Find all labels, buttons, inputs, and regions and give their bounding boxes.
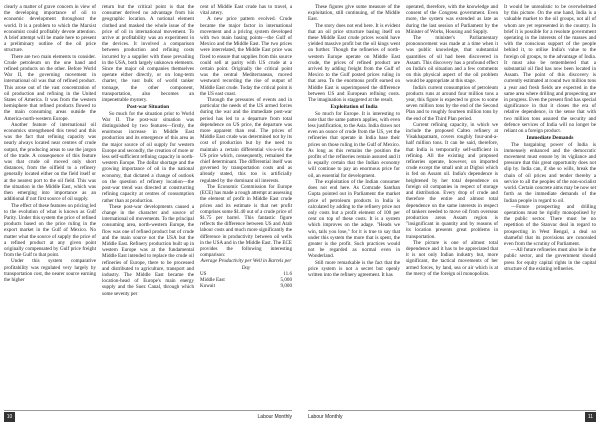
left-page-column-3: [200, 4, 292, 408]
right-page-column-1: [308, 4, 400, 408]
table-cell-value: 9,000: [280, 283, 292, 290]
left-footer-label: Labour Monthly: [257, 414, 292, 420]
body-paragraph: Current refining capacity, in which we include the proposed Caltex refinery at Visakhapatnam, covers roughly four-and-a-half million tons. It can be said, therefore, that India is temporarily self-sufficient in refining. All the existing and proposed refineries operate, however, on imported crude except the small unit at Digboi which is fed on Assam oil. India's dependence is heightened by her total dependence on foreign oil companies in respect of storage and distribution. Every drop of crude and therefore the entire and almost total dependence on the same interests in respect of tankers needed to move oil from overseas production areas Assam region is "insignificant in quantity and by reasons of its location presents great problems in transportation.: [406, 121, 498, 240]
table-row: [200, 283, 292, 289]
body-paragraph: Through the pressures of events and in particular the needs of the US armed forces during the war and the immediate post-war period has led to a departure from total dependence on US price, the departure was more apparent than real. The prices of Middle East crude was determined not by its cost of production but by the need to maintain a certain differential vis-a-vis the US price which, consequently, remained the chief determinant. The differential itself was governed by transportation costs and as already stated, this too is artificially regulated by the dominant oil interests.: [200, 97, 292, 184]
body-paragraph: These post-war developments caused a change in the character and source of international oil movements. To the principal consuming area, north-western Europe, the flow was one of refined product but of crude and the main source not the USA but the Middle East. Refinery production built up in western Europe was at the fundamental Middle East intended to replace the crude oil refineries of Europe, there to be processed and distributed to agriculture, transport and industry. The Middle East became the location-head of Europe's main energy supply and the Suez Canal, through which some seventy per: [102, 203, 194, 297]
body-paragraph: There are two main elements to consider. Crude petroleum on the one hand and refined products on the other. Before World War II, the governing movement in international oil was that of refined product. This arose out of the vast concentration of oil production and refining in the United States of America. It was from the western hemisphere that refined products flowed to the main consuming areas outside the America-north-western Europe.: [4, 53, 96, 122]
body-paragraph: So much for Europe. It is interesting to note that the same pattern applies, with even less justification, to the Asia. India draws not even an ounce of crude from the US, yet the refineries that operate in India base their prices on those ruling in the Gulf of Mexico. As long as this remains the position the profits of the refineries remain assured and it is equally certain that the Indian economy will continue to pay an enormous price for oil, an essential for development.: [308, 110, 400, 179]
section-heading: Post-war Situation: [126, 104, 170, 111]
section-heading: Immediate Demands: [526, 135, 574, 142]
table-cell-region: US: [200, 270, 207, 277]
body-paragraph: India's current consumption of petroleum products runs at around four million tons a year, this figure is expected to grow to some seven million tons by the end of the Second Plan and to roughly fourteen million tons by the end of the Third Plan period.: [406, 84, 498, 122]
body-paragraph: return but the critical point is that the consumer derived no advantage from his geographic location. A notional element clothed and masked the whole issue of the price of oil in international movement. To arrive at profitability was an experiment in the devices. It involved a comparison between production and refining costs incurred by a supplier with those prevailing in the USA, both largely unknown elements. Since the major oil companies themselves operate either directly, or on long-term charter, the vast bulk of world tanker tonnage, the other component, transportation, also becomes an impenetrable mystery.: [102, 4, 194, 104]
section-heading: Exploitation of India: [330, 104, 378, 111]
body-paragraph: The story does not end here. It is evident that an oil price structure basing itself on these Middle East crude prices would have yielded massive profit but the oil kings went on further. Though the refineries of north-western Europe operate on Middle East crude, the prices of refined product are arrived by adding freight from the Gulf of Mexico to the Gulf posted prices ruling in that area. To the enormous profit earned on Middle East is superimposed the difference between US and European refining costs. The imagination is staggered at the result.: [308, 22, 400, 104]
body-paragraph: The exploitation of the Indian consumer does not end here. As Comrade Santhan Gupta pointed out in Parliament the market price of petroleum products in India is calculated by adding to the refinery price not only costs but a profit element of 100 per cent on top of these costs. It is a system which improves on the adage. "Heads we win, tails you lose," for it is true to say that under this system the more that is spent, the greater is the profit. Such practices would not be regarded as normal even in Wonderland.: [308, 178, 400, 260]
right-footer: [585, 412, 596, 422]
body-paragraph: —All future refineries must also be in the public sector, and the government should press for equity capital rights in the capital structure of the existing refineries.: [504, 247, 596, 272]
body-paragraph: clearly a matter of grave concern in view of the developing importance of oil to economic development throughout the world. It is a problem to which the Marxist economist could profitably devote attention. A brief attempt will be made here to present a preliminary outline of the oil price structure.: [4, 4, 96, 54]
right-page-column-3: [504, 4, 596, 408]
left-page-column-1: [4, 4, 96, 408]
body-paragraph: The Economic Commission for Europe (ECE) has made a rough attempt at assessing the element of profit in Middle East crude prices and its estimate is that net profit comprises some $1.40 out of a crude price of $1.75 per barrel. This fantastic figure reflects the difference between US and Arab labour costs and much more significantly the difference in productivity between oil wells in the USA and in the Middle East. The ECE provides the following interesting comparison:: [200, 183, 292, 259]
footer-rule: [308, 410, 596, 411]
body-paragraph: cent of Middle East crude has to travel, a vital artery.: [200, 4, 292, 17]
body-paragraph: The bargaining power of India is immensely enhanced and the democratic movement must ensure by its vigilance and pressure that this great opportunity does not slip by. India can, if she so wills, break the chain of oil prices and tender thereby a service to all the peoples of the non-socialist world. Certain concrete aims may be now set forth as the immediate demands of the Indian people in regard to oil.: [504, 141, 596, 204]
table-caption: Average Productivity per Well in Barrels per Day: [200, 258, 292, 271]
body-paragraph: Still more remarkable is the fact that the price system is not a secret but openly written into the refinery agreement. It has: [308, 259, 400, 278]
body-paragraph: So much for the situation prior to World War II. The post-war situation was distinguished by two features—firstly, the enormous increase in Middle East production and its emergence of this area as the major source of oil supply for western Europe and secondly, the creation of more or less self-sufficient refining capacity in north-western Europe. The dollar shortage and the growing importance of oil in the national economy, that dictated a change of outlook on the question of refinery location—the post-war trend was directed at constructing refining capacity at centres of consumption rather than at production.: [102, 110, 194, 204]
body-paragraph: The minister's Parliamentary pronouncement was made at a time when it was public knowledge, that substantial quantities of oil had been discovered in Assam. This discovery has a profound effect on India's oil situation and a few comments on this physical aspect of the oil problem would be appropriate at this stage.: [406, 35, 498, 85]
table-cell-region: Kuwait: [200, 283, 215, 290]
body-paragraph: It would be unrealistic to be overwhelmed by this picture. On the one hand, India is a valuable market to the oil groups, not all of whom are yet represented in the country. In brief it is possible for a resolute government operating in the interests of the masses and with the conscious support of the people behind it, to utilise India's value to the foreign oil groups, to the advantage of India. It must also be remembered that a substantial oil find has now been located in Assam. The point of this discovery is currently estimated at round two million tons a year and fresh fields are expected in the same area where drilling and prospecting are in progress. Even the present find has special significance in that it closes the era of relative dependence, in the sense that with two million tons assured the security and defence services of India will no longer be reliant on a foreign product.: [504, 4, 596, 135]
page-number: 10: [4, 412, 15, 422]
page-number: 11: [585, 412, 596, 422]
productivity-table: [200, 271, 292, 290]
body-paragraph: Another feature of international oil economics strengthened this trend and this was the fact that refining capacity was nearly always located near centres of crude output, the producing areas to use the jargon of the trade. A consequence of this feature was that crude oil moved only short distances, from the oilfield to a refinery generally located either on the field itself or at the nearest port to the oil field. This was the situation in the Middle East, which was then emerging into importance as an additional if not first source of oil supply.: [4, 121, 96, 203]
right-page: [304, 0, 600, 424]
table-cell-region: Middle East: [200, 276, 225, 283]
body-paragraph: These figures give some measure of the exploitation, still continuing, of the Middle East.: [308, 4, 400, 23]
body-paragraph: —Future prospecting and drilling operations must be rigidly monopolised by the public sector. There must be no repetition of the Stanvac deal in regard to prospecting in West Bengal, a deal so shameful that its provisions are concealed even from the scrutiny of Parliament.: [504, 203, 596, 247]
body-paragraph: A new price pattern evolved. Crude became the major factor in international movement and a pricing system developed with two main basing points—the Gulf of Mexico and the Middle East. The two prices were interrelated, the Middle East price was fixed to ensure that supplies from this source could sell at parity with US crude at a certain point. Originally the critical point was the central Mediterranean, moved westward recording the rise of output of Middle East crude. Today the critical point is the US east coast.: [200, 16, 292, 97]
right-footer-label: Labour Monthly: [308, 414, 343, 420]
left-page: [0, 0, 296, 424]
footer-rule: [4, 410, 292, 411]
body-paragraph: The effect of these features on pricing led to the evolution of what is known as Gulf Parity. Under this system the price of refined products based on the price ruling in the export market in the Gulf of Mexico. No matter what the source of supply the price of a refined product at any given point originally compensated by Gulf price freight from the Gulf to that point.: [4, 202, 96, 259]
body-paragraph: Under this system comparative profitability was regulated very largely by transportation cost, the nearer source earning the higher: [4, 258, 96, 283]
right-page-column-2: [406, 4, 498, 408]
left-page-column-2: [102, 4, 194, 408]
body-paragraph: operated, therefore, with the knowledge and consent of the Congress government. Even more, the system was extended as late as during the last session of Parliament by the Minister of Works, Housing and Supply.: [406, 4, 498, 35]
body-paragraph: The picture is one of almost total dependence and it has to be appreciated that it is not only Indian industry but, more significant, the tactical movements of her armed forces, by land, sea or air which is at the mercy of the foreign oil monopolists.: [406, 239, 498, 277]
left-footer: [4, 412, 15, 422]
table-cell-value: 11.6: [283, 270, 292, 277]
table-cell-value: 5,000: [280, 276, 292, 283]
